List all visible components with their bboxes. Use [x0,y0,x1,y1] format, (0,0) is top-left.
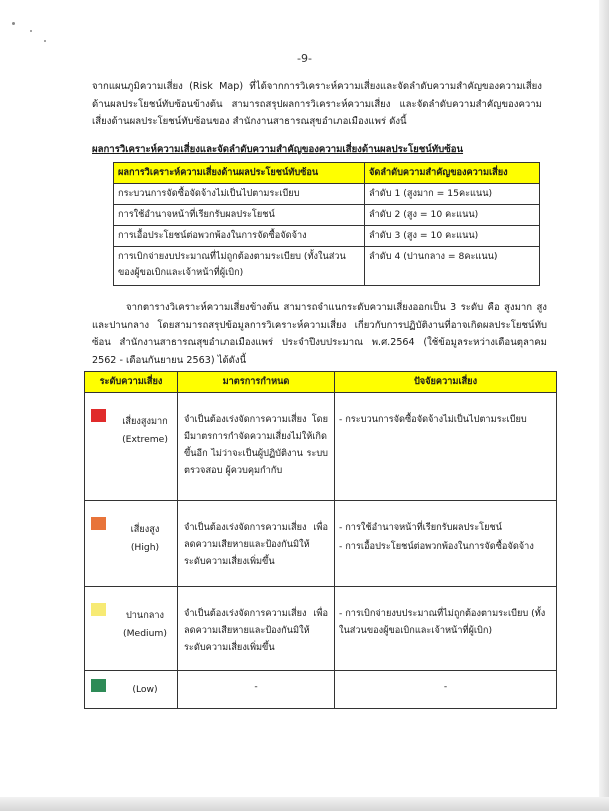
risk-level-label [89,503,173,557]
table-row [114,205,540,226]
priority-risk-cell: การเอื้อประโยชน์ต่อพวกพ้องในการจัดซื้อจัดจ้าง [114,226,365,247]
risk-level-english: (Low) [132,684,158,695]
risk-level-table [84,371,557,709]
risk-measure-text: จำเป็นต้องเร่งจัดการความเสี่ยง โดยมีมาตรการกำจัดความเสี่ยงไม่ให้เกิดขึ้นอีก ไม่ว่าจะเป็นผู้ปฏิบัติงาน ระบบตรวจสอบ ผู้ควบคุมกำกับ [184,414,328,476]
section-heading: ผลการวิเคราะห์ความเสี่ยงและจัดลำดับความสำคัญของความเสี่ยงด้านผลประโยชน์ทับซ้อน [92,144,464,155]
table-row [85,671,557,709]
risk-factor-cell [335,587,557,671]
risk-factor-cell [335,501,557,587]
intro-paragraph: จากแผนภูมิความเสี่ยง (Risk Map) ที่ได้จากการวิเคราะห์ความเสี่ยงและจัดลำดับความสำคัญของความเสี่ยงด้านผลประโยชน์ทับซ้อนข้างต้น สามารถสรุปผลการวิเคราะห์ความเสี่ยง และจัดลำดับความสำคัญของความเสี่ยงด้านผลประโยชน์ทับซ้อนของ สำนักงานสาธารณสุขอำเภอเมืองแพร่ ดังนี้ [92,81,542,127]
risk-measure-text: จำเป็นต้องเร่งจัดการความเสี่ยง เพื่อลดความเสียหายและป้องกันมิให้ระดับความเสี่ยงเพิ่มขึ้น [184,522,328,567]
priority-rank-cell: ลำดับ 3 (สูง = 10 คะแนน) [365,226,540,247]
table-row [85,587,557,671]
extreme-color-swatch [91,409,106,422]
risk-factor-item: - การเอื้อประโยชน์ต่อพวกพ้องในการจัดซื้อจัดจ้าง [339,541,534,552]
priority-header-risk: ผลการวิเคราะห์ความเสี่ยงด้านผลประโยชน์ทับซ้อน [114,163,365,184]
priority-rank-cell: ลำดับ 1 (สูงมาก = 15คะแนน) [365,184,540,205]
risk-factor-cell [335,393,557,501]
priority-table [113,162,540,286]
risk-level-cell [85,501,178,587]
table-row [114,247,540,286]
risk-level-label [89,589,173,643]
summary-paragraph: จากตารางวิเคราะห์ความเสี่ยงข้างต้น สามารถจำแนกระดับความเสี่ยงออกเป็น 3 ระดับ คือ สูงมาก สูง และปานกลาง โดยสามารถสรุปข้อมูลการวิเคราะห์ความเสี่ยง เกี่ยวกับการปฏิบัติงานที่อาจเกิดผลประโยชน์ทับซ้อน สำนักงานสาธารณสุขอำเภอเมืองแพร่ ประจำปีงบประมาณ พ.ศ.2564 (ใช้ข้อมูลระหว่างเดือนตุลาคม 2562 - เดือนกันยายน 2563) ได้ดังนี้ [92,302,547,366]
risk-table-header-row [85,372,557,393]
page-edge-shadow [599,0,609,811]
risk-header-factor: ปัจจัยความเสี่ยง [335,372,557,393]
high-color-swatch [91,517,106,530]
risk-factor-item: - [443,681,448,692]
priority-table-header-row [114,163,540,184]
risk-factor-item: - การเบิกจ่ายงบประมาณที่ไม่ถูกต้องตามระเบียบ (ทั้งในส่วนของผู้ขอเบิกและเจ้าหน้าที่ผู้เบิก) [339,608,546,636]
scan-speck [30,30,32,32]
scan-speck [44,40,46,42]
risk-level-english: (Extreme) [122,434,168,445]
risk-factor-item: - กระบวนการจัดซื้อจัดจ้างไม่เป็นไปตามระเบียบ [339,414,527,425]
risk-header-level: ระดับความเสี่ยง [85,372,178,393]
risk-factor-item: - การใช้อำนาจหน้าที่เรียกรับผลประโยชน์ [339,522,503,533]
risk-level-cell [85,393,178,501]
risk-level-thai: เสี่ยงสูง [130,524,160,535]
risk-level-label [89,395,173,449]
medium-color-swatch [91,603,106,616]
risk-header-measure: มาตรการกำหนด [178,372,335,393]
risk-measure-cell [178,671,335,709]
low-color-swatch [91,679,106,692]
table-row [114,184,540,205]
table-row [85,393,557,501]
risk-level-thai: เสี่ยงสูงมาก [122,416,168,427]
risk-level-cell [85,587,178,671]
risk-level-english: (High) [130,542,160,553]
priority-header-rank: จัดลำดับความสำคัญของความเสี่ยง [365,163,540,184]
risk-measure-cell [178,393,335,501]
risk-measure-text: - [254,681,258,692]
page-number: -9- [297,52,312,65]
page-bottom-shadow [0,797,609,811]
risk-factor-cell [335,671,557,709]
risk-measure-cell [178,587,335,671]
priority-risk-cell: การใช้อำนาจหน้าที่เรียกรับผลประโยชน์ [114,205,365,226]
priority-rank-cell: ลำดับ 2 (สูง = 10 คะแนน) [365,205,540,226]
risk-level-thai: ปานกลาง [125,610,165,621]
priority-rank-cell: ลำดับ 4 (ปานกลาง = 8คะแนน) [365,247,540,286]
risk-level-cell [85,671,178,709]
priority-risk-cell: กระบวนการจัดซื้อจัดจ้างไม่เป็นไปตามระเบียบ [114,184,365,205]
risk-measure-text: จำเป็นต้องเร่งจัดการความเสี่ยง เพื่อลดความเสียหายและป้องกันมิให้ระดับความเสี่ยงเพิ่มขึ้น [184,608,328,653]
table-row [114,226,540,247]
risk-measure-cell [178,501,335,587]
scan-speck [12,22,15,25]
table-row [85,501,557,587]
risk-level-english: (Medium) [123,628,167,639]
priority-risk-cell: การเบิกจ่ายงบประมาณที่ไม่ถูกต้องตามระเบียบ (ทั้งในส่วนของผู้ขอเบิกและเจ้าหน้าที่ผู้เบิก) [114,247,365,286]
